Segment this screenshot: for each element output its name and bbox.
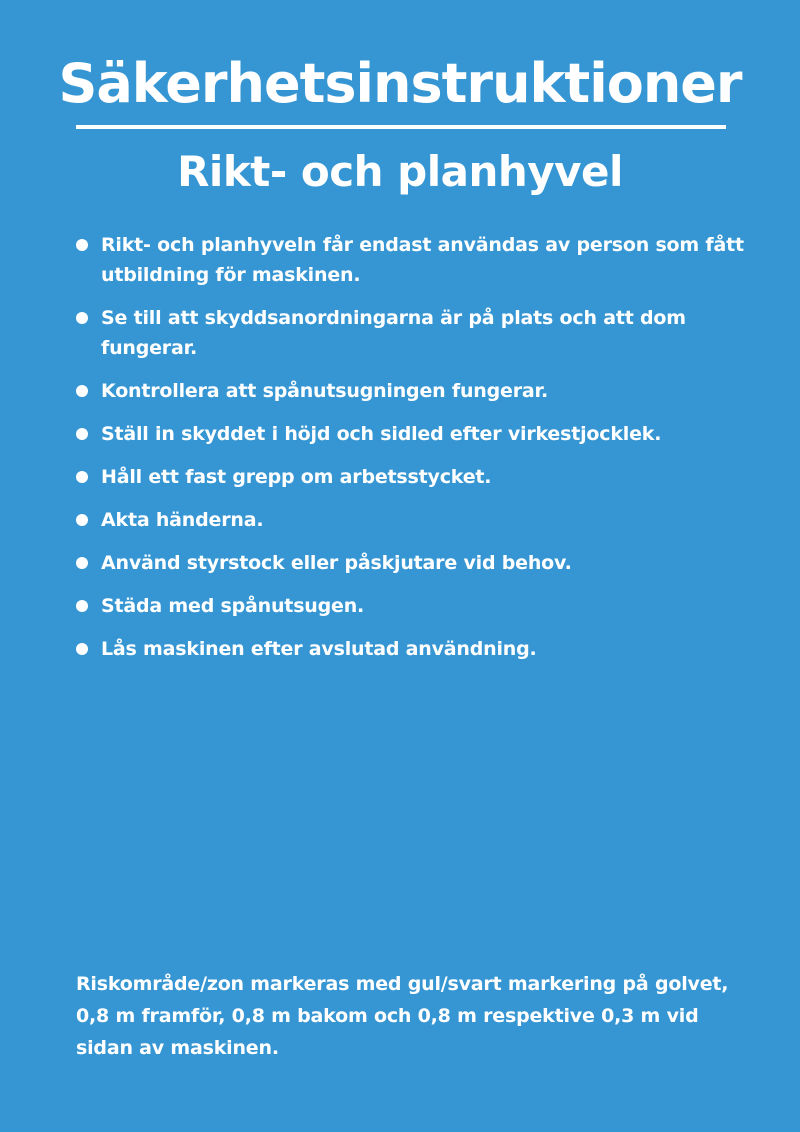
bullet-icon — [76, 643, 88, 655]
title-divider — [76, 125, 726, 129]
instruction-text: Ställ in skyddet i höjd och sidled efter virkestjocklek. — [101, 423, 662, 445]
bullet-icon — [76, 239, 88, 251]
instruction-text: Rikt- och planhyveln får endast användas av person som fått utbildning för maskinen. — [101, 234, 744, 286]
instruction-text: Kontrollera att spånutsugningen fungerar. — [101, 380, 548, 402]
instruction-item — [74, 419, 744, 449]
instruction-text: Håll ett fast grepp om arbetsstycket. — [101, 466, 492, 488]
instruction-item — [74, 230, 744, 290]
bullet-icon — [76, 385, 88, 397]
instruction-item — [74, 462, 744, 492]
bullet-icon — [76, 471, 88, 483]
instruction-text: Städa med spånutsugen. — [101, 595, 365, 617]
instruction-item — [74, 634, 744, 664]
instruction-item — [74, 548, 744, 578]
instruction-text: Använd styrstock eller påskjutare vid behov. — [101, 552, 572, 574]
instruction-text: Akta händerna. — [101, 509, 264, 531]
bullet-icon — [76, 600, 88, 612]
instruction-item — [74, 505, 744, 535]
sign-title: Säkerhetsinstruktioner — [58, 52, 742, 115]
instruction-text: Lås maskinen efter avslutad användning. — [101, 638, 537, 660]
bullet-icon — [76, 557, 88, 569]
instruction-item — [74, 591, 744, 621]
instruction-item — [74, 303, 744, 363]
bullet-icon — [76, 312, 88, 324]
bullet-icon — [76, 514, 88, 526]
instruction-list — [74, 230, 744, 677]
bullet-icon — [76, 428, 88, 440]
instruction-text: Se till att skyddsanordningarna är på plats och att dom fungerar. — [101, 307, 686, 359]
instruction-item — [74, 376, 744, 406]
sign-subtitle: Rikt- och planhyvel — [177, 147, 623, 196]
risk-zone-note: Riskområde/zon markeras med gul/svart markering på golvet, 0,8 m framför, 0,8 m bakom och 0,8 m respektive 0,3 m vid sidan av maskinen. — [76, 973, 729, 1059]
